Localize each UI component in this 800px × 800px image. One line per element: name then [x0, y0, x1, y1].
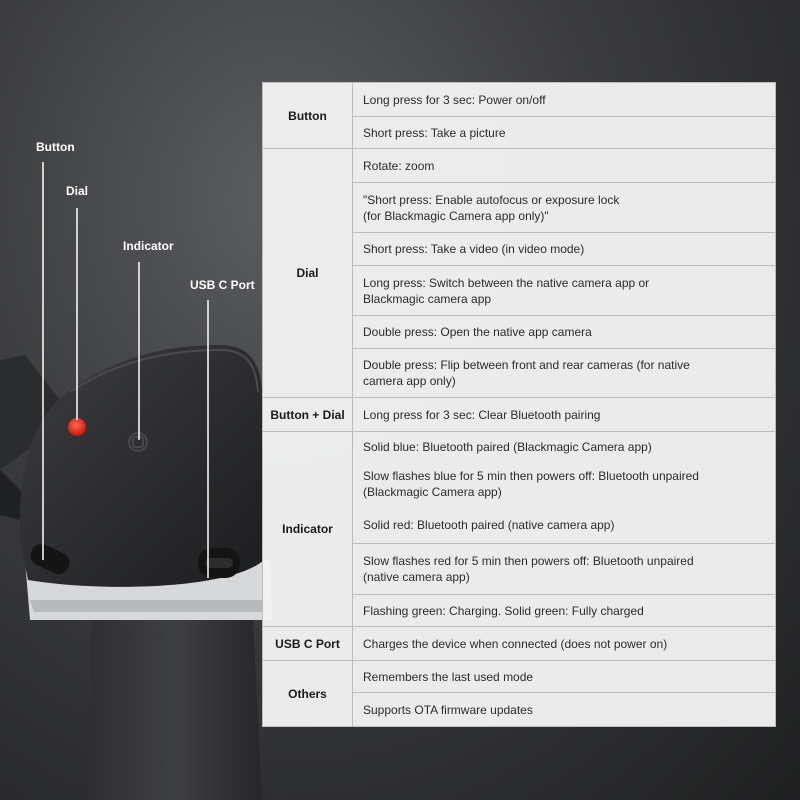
row-description: Solid red: Bluetooth paired (native camera app) [353, 506, 776, 544]
row-description: Rotate: zoom [353, 149, 776, 183]
row-category: Others [263, 661, 353, 727]
row-description: Short press: Take a picture [353, 117, 776, 149]
callout-dial: Dial [66, 184, 89, 198]
row-description: Remembers the last used mode [353, 661, 776, 693]
row-category: Indicator [263, 432, 353, 627]
row-description: "Short press: Enable autofocus or exposure lock (for Blackmagic Camera app only)" [353, 183, 776, 233]
row-description: Solid blue: Bluetooth paired (Blackmagic Camera app) [353, 432, 776, 463]
row-description: Slow flashes blue for 5 min then powers off: Bluetooth unpaired (Blackmagic Camera app) [353, 463, 776, 506]
callout-button: Button [36, 140, 75, 154]
row-category: USB C Port [263, 627, 353, 661]
row-category: Button + Dial [263, 398, 353, 432]
spec-table [262, 82, 776, 727]
row-description: Long press for 3 sec: Power on/off [353, 83, 776, 117]
row-category: Dial [263, 149, 353, 398]
callout-indicator: Indicator [123, 239, 174, 253]
row-description: Double press: Open the native app camera [353, 316, 776, 349]
callout-usb-c-port: USB C Port [190, 278, 255, 292]
indicator-led [68, 418, 86, 436]
row-description: Flashing green: Charging. Solid green: Fully charged [353, 595, 776, 627]
device-handle [88, 600, 262, 800]
row-description: Double press: Flip between front and rear cameras (for native camera app only) [353, 349, 776, 398]
row-description: Long press for 3 sec: Clear Bluetooth pairing [353, 398, 776, 432]
row-description: Charges the device when connected (does not power on) [353, 627, 776, 661]
row-description: Short press: Take a video (in video mode) [353, 233, 776, 266]
row-description: Slow flashes red for 5 min then powers off: Bluetooth unpaired (native camera app) [353, 544, 776, 595]
row-description: Supports OTA firmware updates [353, 693, 776, 727]
row-description: Long press: Switch between the native camera app or Blackmagic camera app [353, 266, 776, 316]
row-category: Button [263, 83, 353, 149]
